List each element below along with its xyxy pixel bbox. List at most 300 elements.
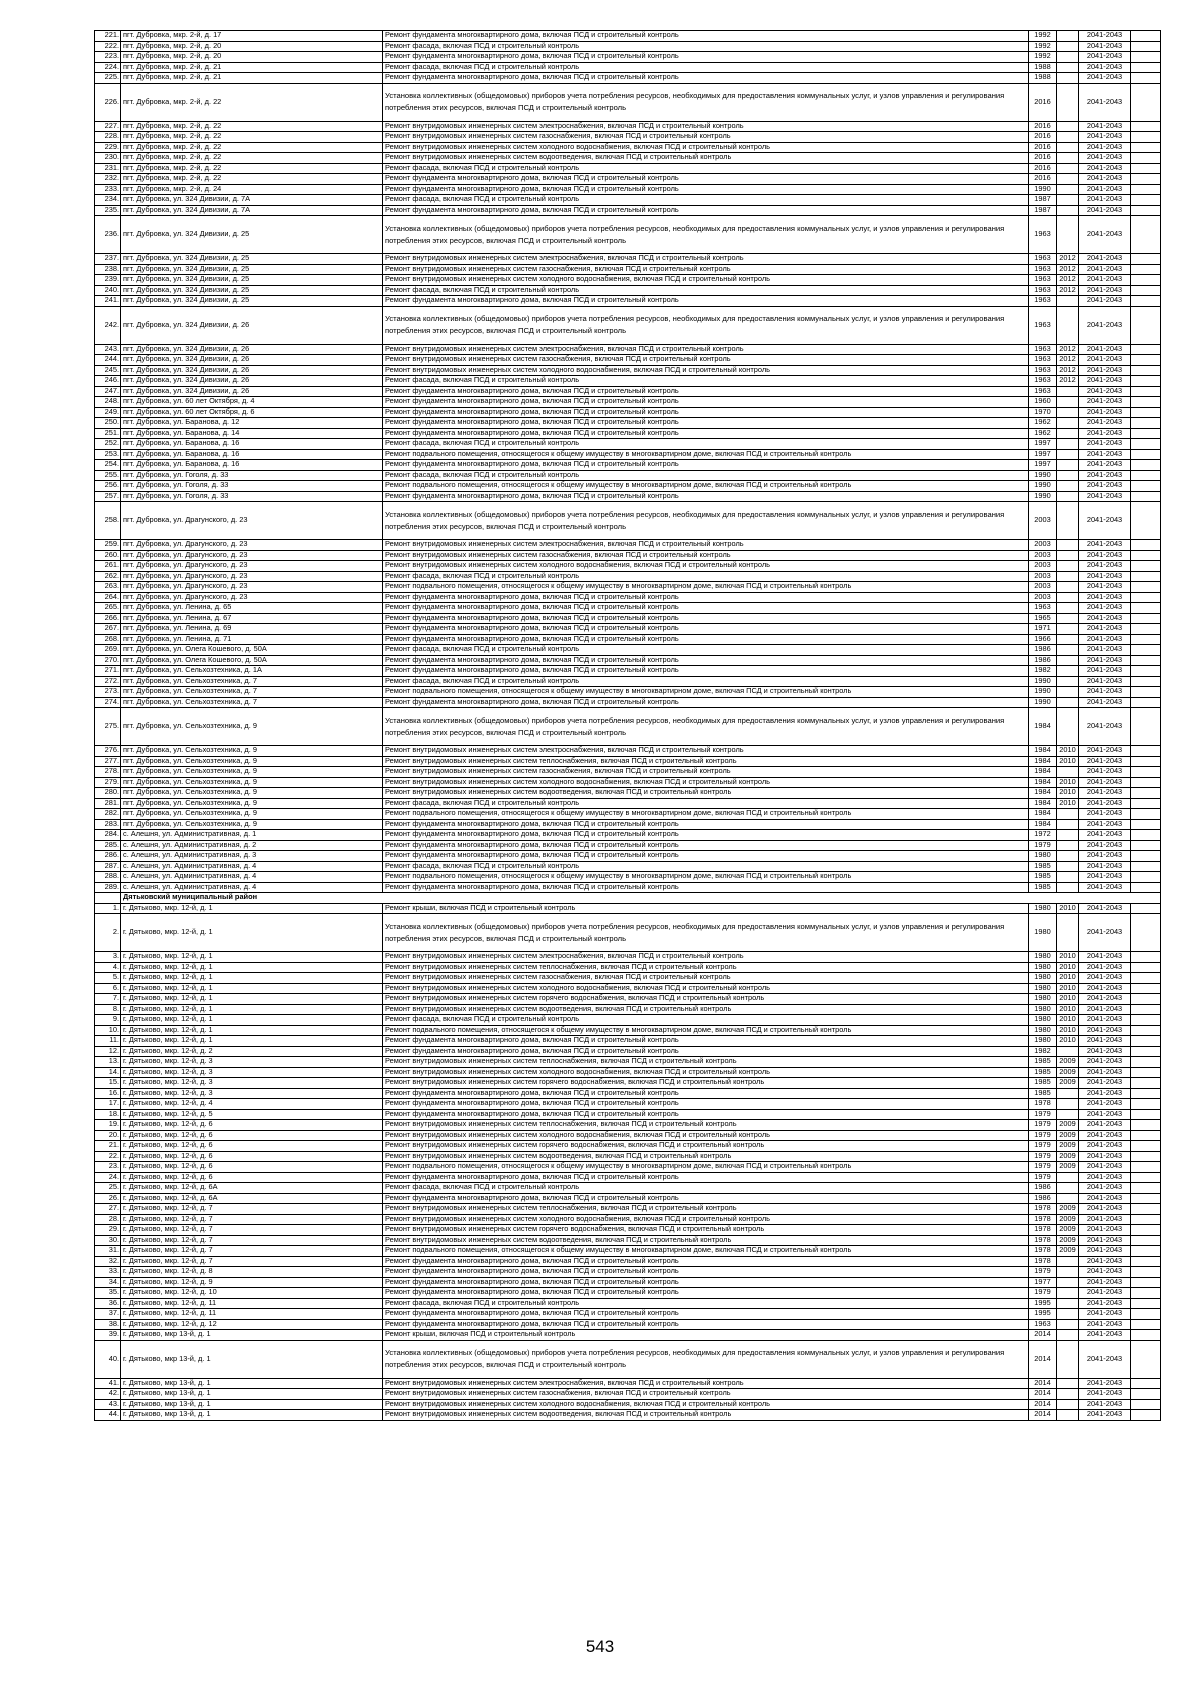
commission-year-cell: 1979 (1029, 1141, 1057, 1152)
period-cell: 2041-2043 (1079, 1309, 1131, 1320)
period-cell: 2041-2043 (1079, 767, 1131, 778)
row-number: 235. (95, 205, 121, 216)
address-cell: г. Дятьково, мкр. 12-й, д. 6 (121, 1130, 383, 1141)
last-repair-year-cell (1057, 1410, 1079, 1421)
address-cell: пгт. Дубровка, ул. 324 Дивизии, д. 26 (121, 386, 383, 397)
row-number: 272. (95, 676, 121, 687)
table-row (95, 264, 1161, 275)
table-row (95, 994, 1161, 1005)
row-number: 37. (95, 1309, 121, 1320)
commission-year-cell: 1995 (1029, 1309, 1057, 1320)
blank-cell (1131, 174, 1161, 185)
work-cell: Ремонт внутридомовых инженерных систем холодного водоснабжения, включая ПСД и строительный контроль (383, 365, 1029, 376)
table-row (95, 756, 1161, 767)
period-cell: 2041-2043 (1079, 365, 1131, 376)
commission-year-cell: 1980 (1029, 973, 1057, 984)
address-cell: г. Дятьково, мкр. 12-й, д. 3 (121, 1067, 383, 1078)
period-cell: 2041-2043 (1079, 1151, 1131, 1162)
commission-year-cell: 2003 (1029, 561, 1057, 572)
last-repair-year-cell (1057, 1389, 1079, 1400)
period-cell: 2041-2043 (1079, 1267, 1131, 1278)
last-repair-year-cell: 2010 (1057, 1036, 1079, 1047)
table-row (95, 142, 1161, 153)
work-cell: Ремонт внутридомовых инженерных систем горячего водоснабжения, включая ПСД и строительный контроль (383, 994, 1029, 1005)
work-cell: Ремонт внутридомовых инженерных систем холодного водоснабжения, включая ПСД и строительный контроль (383, 1130, 1029, 1141)
address-cell: пгт. Дубровка, ул. Драгунского, д. 23 (121, 592, 383, 603)
period-cell: 2041-2043 (1079, 1399, 1131, 1410)
work-cell: Ремонт фундамента многоквартирного дома, включая ПСД и строительный контроль (383, 1109, 1029, 1120)
work-cell: Ремонт фасада, включая ПСД и строительный контроль (383, 1015, 1029, 1026)
period-cell: 2041-2043 (1079, 798, 1131, 809)
address-cell: г. Дятьково, мкр. 12-й, д. 3 (121, 1088, 383, 1099)
row-number: 7. (95, 994, 121, 1005)
period-cell: 2041-2043 (1079, 449, 1131, 460)
period-cell: 2041-2043 (1079, 1246, 1131, 1257)
row-number: 18. (95, 1109, 121, 1120)
table-row (95, 914, 1161, 952)
period-cell: 2041-2043 (1079, 439, 1131, 450)
address-cell: пгт. Дубровка, ул. Драгунского, д. 23 (121, 540, 383, 551)
row-number: 13. (95, 1057, 121, 1068)
work-cell: Ремонт внутридомовых инженерных систем водоотведения, включая ПСД и строительный контроль (383, 1410, 1029, 1421)
work-cell: Ремонт фундамента многоквартирного дома, включая ПСД и строительный контроль (383, 819, 1029, 830)
row-number: 274. (95, 697, 121, 708)
row-number: 240. (95, 285, 121, 296)
address-cell: пгт. Дубровка, мкр. 2-й, д. 21 (121, 62, 383, 73)
work-cell: Ремонт фасада, включая ПСД и строительный контроль (383, 41, 1029, 52)
blank-cell (1131, 613, 1161, 624)
row-number: 42. (95, 1389, 121, 1400)
table-row (95, 41, 1161, 52)
blank-cell (1131, 1410, 1161, 1421)
work-cell: Установка коллективных (общедомовых) приборов учета потребления ресурсов, необходимых для предоставления коммунальных услуг, и узлов управления и регулирования потребления этих ресурсов, включая ПСД и строительный контроль (383, 216, 1029, 254)
work-cell: Ремонт внутридомовых инженерных систем горячего водоснабжения, включая ПСД и строительный контроль (383, 1225, 1029, 1236)
row-number: 225. (95, 73, 121, 84)
last-repair-year-cell (1057, 1183, 1079, 1194)
table-row (95, 819, 1161, 830)
blank-cell (1131, 1130, 1161, 1141)
commission-year-cell: 2016 (1029, 83, 1057, 121)
period-cell: 2041-2043 (1079, 788, 1131, 799)
section-row (95, 893, 1161, 904)
work-cell: Ремонт внутридомовых инженерных систем электроснабжения, включая ПСД и строительный контроль (383, 254, 1029, 265)
period-cell: 2041-2043 (1079, 344, 1131, 355)
blank-cell (1131, 460, 1161, 471)
address-cell: пгт. Дубровка, ул. Баранова, д. 12 (121, 418, 383, 429)
work-cell: Ремонт фундамента многоквартирного дома, включая ПСД и строительный контроль (383, 851, 1029, 862)
last-repair-year-cell: 2010 (1057, 973, 1079, 984)
work-cell: Ремонт внутридомовых инженерных систем газоснабжения, включая ПСД и строительный контроль (383, 973, 1029, 984)
table-row (95, 153, 1161, 164)
table-row (95, 1256, 1161, 1267)
last-repair-year-cell (1057, 216, 1079, 254)
commission-year-cell: 1978 (1029, 1214, 1057, 1225)
last-repair-year-cell (1057, 132, 1079, 143)
address-cell: пгт. Дубровка, ул. 60 лет Октября, д. 4 (121, 397, 383, 408)
period-cell: 2041-2043 (1079, 205, 1131, 216)
row-number: 266. (95, 613, 121, 624)
blank-cell (1131, 1319, 1161, 1330)
row-number: 268. (95, 634, 121, 645)
commission-year-cell: 1987 (1029, 195, 1057, 206)
work-cell: Ремонт внутридомовых инженерных систем электроснабжения, включая ПСД и строительный контроль (383, 344, 1029, 355)
work-cell: Ремонт фундамента многоквартирного дома, включая ПСД и строительный контроль (383, 624, 1029, 635)
table-row (95, 973, 1161, 984)
address-cell: пгт. Дубровка, ул. 324 Дивизии, д. 26 (121, 365, 383, 376)
last-repair-year-cell: 2012 (1057, 355, 1079, 366)
blank-cell (1131, 1214, 1161, 1225)
period-cell: 2041-2043 (1079, 1256, 1131, 1267)
row-number: 228. (95, 132, 121, 143)
blank-cell (1131, 603, 1161, 614)
table-row (95, 1389, 1161, 1400)
blank-cell (1131, 184, 1161, 195)
row-number: 14. (95, 1067, 121, 1078)
table-row (95, 285, 1161, 296)
work-cell: Ремонт фундамента многоквартирного дома, включая ПСД и строительный контроль (383, 592, 1029, 603)
commission-year-cell: 1984 (1029, 746, 1057, 757)
blank-cell (1131, 491, 1161, 502)
address-cell: г. Дятьково, мкр. 12-й, д. 11 (121, 1298, 383, 1309)
row-number: 10. (95, 1025, 121, 1036)
blank-cell (1131, 41, 1161, 52)
address-cell: г. Дятьково, мкр. 12-й, д. 10 (121, 1288, 383, 1299)
period-cell: 2041-2043 (1079, 1025, 1131, 1036)
work-cell: Ремонт крыши, включая ПСД и строительный контроль (383, 1330, 1029, 1341)
commission-year-cell: 2016 (1029, 142, 1057, 153)
address-cell: пгт. Дубровка, ул. Сельхозтехника, д. 9 (121, 708, 383, 746)
table-row (95, 1130, 1161, 1141)
blank-cell (1131, 1288, 1161, 1299)
table-row (95, 439, 1161, 450)
blank-cell (1131, 1225, 1161, 1236)
period-cell: 2041-2043 (1079, 1235, 1131, 1246)
address-cell: г. Дятьково, мкр. 12-й, д. 3 (121, 1078, 383, 1089)
work-cell: Ремонт внутридомовых инженерных систем газоснабжения, включая ПСД и строительный контроль (383, 132, 1029, 143)
address-cell: г. Дятьково, мкр. 12-й, д. 6 (121, 1162, 383, 1173)
commission-year-cell: 2014 (1029, 1389, 1057, 1400)
blank-cell (1131, 142, 1161, 153)
table-row (95, 1410, 1161, 1421)
address-cell: пгт. Дубровка, ул. Сельхозтехника, д. 9 (121, 767, 383, 778)
address-cell: пгт. Дубровка, ул. 324 Дивизии, д. 26 (121, 355, 383, 366)
period-cell: 2041-2043 (1079, 962, 1131, 973)
period-cell: 2041-2043 (1079, 163, 1131, 174)
address-cell: г. Дятьково, мкр. 12-й, д. 7 (121, 1204, 383, 1215)
table-row (95, 872, 1161, 883)
last-repair-year-cell (1057, 1267, 1079, 1278)
work-cell: Ремонт фундамента многоквартирного дома, включая ПСД и строительный контроль (383, 613, 1029, 624)
row-number: 252. (95, 439, 121, 450)
period-cell: 2041-2043 (1079, 582, 1131, 593)
row-number: 2. (95, 914, 121, 952)
last-repair-year-cell (1057, 1340, 1079, 1378)
period-cell: 2041-2043 (1079, 275, 1131, 286)
table-row (95, 449, 1161, 460)
commission-year-cell: 1985 (1029, 1057, 1057, 1068)
last-repair-year-cell (1057, 407, 1079, 418)
table-row (95, 52, 1161, 63)
work-cell: Ремонт подвального помещения, относящегося к общему имуществу в многоквартирном доме, включая ПСД и строительный контроль (383, 1246, 1029, 1257)
work-cell: Ремонт фасада, включая ПСД и строительный контроль (383, 1298, 1029, 1309)
commission-year-cell: 1992 (1029, 52, 1057, 63)
last-repair-year-cell (1057, 666, 1079, 677)
table-row (95, 481, 1161, 492)
table-row (95, 1309, 1161, 1320)
row-number: 258. (95, 502, 121, 540)
period-cell: 2041-2043 (1079, 882, 1131, 893)
blank-cell (1131, 355, 1161, 366)
table-row (95, 1162, 1161, 1173)
period-cell: 2041-2043 (1079, 1193, 1131, 1204)
last-repair-year-cell (1057, 121, 1079, 132)
row-number: 15. (95, 1078, 121, 1089)
table-row (95, 1298, 1161, 1309)
commission-year-cell: 1979 (1029, 1172, 1057, 1183)
address-cell: пгт. Дубровка, ул. Сельхозтехника, д. 9 (121, 809, 383, 820)
address-cell: г. Дятьково, мкр. 12-й, д. 2 (121, 1046, 383, 1057)
commission-year-cell: 2016 (1029, 121, 1057, 132)
work-cell: Ремонт внутридомовых инженерных систем газоснабжения, включая ПСД и строительный контроль (383, 355, 1029, 366)
row-number: 251. (95, 428, 121, 439)
last-repair-year-cell (1057, 840, 1079, 851)
address-cell: г. Дятьково, мкр. 12-й, д. 4 (121, 1099, 383, 1110)
blank-cell (1131, 254, 1161, 265)
period-cell: 2041-2043 (1079, 174, 1131, 185)
blank-cell (1131, 285, 1161, 296)
blank-cell (1131, 502, 1161, 540)
table-row (95, 1004, 1161, 1015)
address-cell: пгт. Дубровка, ул. Сельхозтехника, д. 9 (121, 746, 383, 757)
work-cell: Ремонт фундамента многоквартирного дома, включая ПСД и строительный контроль (383, 73, 1029, 84)
work-cell: Ремонт фасада, включая ПСД и строительный контроль (383, 163, 1029, 174)
address-cell: пгт. Дубровка, ул. 324 Дивизии, д. 7А (121, 195, 383, 206)
row-number: 221. (95, 31, 121, 42)
period-cell: 2041-2043 (1079, 306, 1131, 344)
work-cell: Ремонт подвального помещения, относящегося к общему имуществу в многоквартирном доме, включая ПСД и строительный контроль (383, 1025, 1029, 1036)
address-cell: пгт. Дубровка, ул. Баранова, д. 14 (121, 428, 383, 439)
address-cell: г. Дятьково, мкр. 12-й, д. 1 (121, 973, 383, 984)
work-cell: Ремонт внутридомовых инженерных систем холодного водоснабжения, включая ПСД и строительный контроль (383, 1214, 1029, 1225)
address-cell: г. Дятьково, мкр. 12-й, д. 7 (121, 1246, 383, 1257)
blank-cell (1131, 592, 1161, 603)
commission-year-cell: 2014 (1029, 1330, 1057, 1341)
commission-year-cell: 1971 (1029, 624, 1057, 635)
row-number: 39. (95, 1330, 121, 1341)
last-repair-year-cell (1057, 460, 1079, 471)
blank-cell (1131, 31, 1161, 42)
commission-year-cell: 1972 (1029, 830, 1057, 841)
last-repair-year-cell: 2012 (1057, 264, 1079, 275)
work-cell: Ремонт внутридомовых инженерных систем электроснабжения, включая ПСД и строительный контроль (383, 746, 1029, 757)
row-number: 263. (95, 582, 121, 593)
row-number: 34. (95, 1277, 121, 1288)
row-number: 246. (95, 376, 121, 387)
table-row (95, 121, 1161, 132)
address-cell: г. Дятьково, мкр 13-й, д. 1 (121, 1340, 383, 1378)
row-number: 40. (95, 1340, 121, 1378)
commission-year-cell: 1963 (1029, 285, 1057, 296)
period-cell: 2041-2043 (1079, 777, 1131, 788)
work-cell: Ремонт внутридомовых инженерных систем водоотведения, включая ПСД и строительный контроль (383, 1151, 1029, 1162)
period-cell: 2041-2043 (1079, 264, 1131, 275)
blank-cell (1131, 540, 1161, 551)
table-row (95, 592, 1161, 603)
table-row (95, 254, 1161, 265)
blank-cell (1131, 687, 1161, 698)
row-number: 16. (95, 1088, 121, 1099)
period-cell: 2041-2043 (1079, 1204, 1131, 1215)
work-cell: Ремонт фундамента многоквартирного дома, включая ПСД и строительный контроль (383, 1088, 1029, 1099)
address-cell: пгт. Дубровка, ул. Сельхозтехника, д. 9 (121, 756, 383, 767)
period-cell: 2041-2043 (1079, 851, 1131, 862)
commission-year-cell: 1979 (1029, 1288, 1057, 1299)
row-number: 264. (95, 592, 121, 603)
commission-year-cell: 1979 (1029, 840, 1057, 851)
address-cell: г. Дятьково, мкр. 12-й, д. 1 (121, 1004, 383, 1015)
work-cell: Ремонт подвального помещения, относящегося к общему имуществу в многоквартирном доме, включая ПСД и строительный контроль (383, 687, 1029, 698)
table-row (95, 561, 1161, 572)
commission-year-cell: 1977 (1029, 1277, 1057, 1288)
period-cell: 2041-2043 (1079, 62, 1131, 73)
row-number: 285. (95, 840, 121, 851)
blank-cell (1131, 676, 1161, 687)
blank-cell (1131, 52, 1161, 63)
work-cell: Ремонт фундамента многоквартирного дома, включая ПСД и строительный контроль (383, 697, 1029, 708)
row-number: 282. (95, 809, 121, 820)
table-row (95, 1225, 1161, 1236)
last-repair-year-cell: 2010 (1057, 777, 1079, 788)
work-cell: Ремонт фасада, включая ПСД и строительный контроль (383, 645, 1029, 656)
blank-cell (1131, 983, 1161, 994)
commission-year-cell: 1986 (1029, 645, 1057, 656)
commission-year-cell: 1963 (1029, 216, 1057, 254)
table-row (95, 502, 1161, 540)
table-row (95, 1340, 1161, 1378)
commission-year-cell: 1985 (1029, 882, 1057, 893)
row-number: 243. (95, 344, 121, 355)
last-repair-year-cell (1057, 767, 1079, 778)
blank-cell (1131, 861, 1161, 872)
row-number: 237. (95, 254, 121, 265)
table-row (95, 983, 1161, 994)
commission-year-cell: 1978 (1029, 1235, 1057, 1246)
table-row (95, 1078, 1161, 1089)
period-cell: 2041-2043 (1079, 1120, 1131, 1131)
period-cell: 2041-2043 (1079, 952, 1131, 963)
work-cell: Ремонт подвального помещения, относящегося к общему имуществу в многоквартирном доме, включая ПСД и строительный контроль (383, 1162, 1029, 1173)
commission-year-cell: 1988 (1029, 62, 1057, 73)
work-cell: Ремонт внутридомовых инженерных систем холодного водоснабжения, включая ПСД и строительный контроль (383, 777, 1029, 788)
row-number: 28. (95, 1214, 121, 1225)
row-number: 241. (95, 296, 121, 307)
period-cell: 2041-2043 (1079, 861, 1131, 872)
commission-year-cell: 1963 (1029, 254, 1057, 265)
period-cell: 2041-2043 (1079, 1298, 1131, 1309)
commission-year-cell: 1980 (1029, 851, 1057, 862)
row-number: 250. (95, 418, 121, 429)
period-cell: 2041-2043 (1079, 983, 1131, 994)
row-number: 26. (95, 1193, 121, 1204)
work-cell: Ремонт фундамента многоквартирного дома, включая ПСД и строительный контроль (383, 882, 1029, 893)
last-repair-year-cell (1057, 449, 1079, 460)
address-cell: пгт. Дубровка, мкр. 2-й, д. 22 (121, 132, 383, 143)
last-repair-year-cell: 2010 (1057, 1015, 1079, 1026)
period-cell: 2041-2043 (1079, 52, 1131, 63)
last-repair-year-cell (1057, 613, 1079, 624)
work-cell: Ремонт фасада, включая ПСД и строительный контроль (383, 571, 1029, 582)
commission-year-cell: 1980 (1029, 962, 1057, 973)
last-repair-year-cell (1057, 1298, 1079, 1309)
last-repair-year-cell (1057, 296, 1079, 307)
period-cell: 2041-2043 (1079, 73, 1131, 84)
table-row (95, 428, 1161, 439)
work-cell: Установка коллективных (общедомовых) приборов учета потребления ресурсов, необходимых для предоставления коммунальных услуг, и узлов управления и регулирования потребления этих ресурсов, включая ПСД и строительный контроль (383, 83, 1029, 121)
table-row (95, 1399, 1161, 1410)
period-cell: 2041-2043 (1079, 561, 1131, 572)
blank-cell (1131, 365, 1161, 376)
blank-cell (1131, 708, 1161, 746)
commission-year-cell: 1987 (1029, 205, 1057, 216)
section-title: Дятьковский муниципальный район (121, 893, 1161, 904)
last-repair-year-cell: 2010 (1057, 983, 1079, 994)
period-cell: 2041-2043 (1079, 1319, 1131, 1330)
row-number: 233. (95, 184, 121, 195)
table-row (95, 1235, 1161, 1246)
row-number: 256. (95, 481, 121, 492)
address-cell: пгт. Дубровка, мкр. 2-й, д. 22 (121, 142, 383, 153)
table-row (95, 1141, 1161, 1152)
period-cell: 2041-2043 (1079, 708, 1131, 746)
row-number: 17. (95, 1099, 121, 1110)
commission-year-cell: 1980 (1029, 1036, 1057, 1047)
work-cell: Ремонт внутридомовых инженерных систем горячего водоснабжения, включая ПСД и строительный контроль (383, 1078, 1029, 1089)
blank-cell (1131, 132, 1161, 143)
commission-year-cell: 1980 (1029, 1025, 1057, 1036)
table-row (95, 903, 1161, 914)
row-number: 255. (95, 470, 121, 481)
work-cell: Ремонт подвального помещения, относящегося к общему имуществу в многоквартирном доме, включая ПСД и строительный контроль (383, 449, 1029, 460)
table-row (95, 306, 1161, 344)
period-cell: 2041-2043 (1079, 1288, 1131, 1299)
table-row (95, 296, 1161, 307)
period-cell: 2041-2043 (1079, 470, 1131, 481)
commission-year-cell: 1990 (1029, 184, 1057, 195)
address-cell: г. Дятьково, мкр. 12-й, д. 1 (121, 962, 383, 973)
commission-year-cell: 1990 (1029, 470, 1057, 481)
commission-year-cell: 2003 (1029, 540, 1057, 551)
blank-cell (1131, 1183, 1161, 1194)
period-cell: 2041-2043 (1079, 1162, 1131, 1173)
last-repair-year-cell: 2009 (1057, 1078, 1079, 1089)
address-cell: г. Дятьково, мкр 13-й, д. 1 (121, 1410, 383, 1421)
blank-cell (1131, 296, 1161, 307)
period-cell: 2041-2043 (1079, 809, 1131, 820)
table-row (95, 1067, 1161, 1078)
work-cell: Ремонт фундамента многоквартирного дома, включая ПСД и строительный контроль (383, 52, 1029, 63)
row-number: 244. (95, 355, 121, 366)
address-cell: пгт. Дубровка, ул. 324 Дивизии, д. 7А (121, 205, 383, 216)
address-cell: пгт. Дубровка, мкр. 2-й, д. 22 (121, 83, 383, 121)
last-repair-year-cell (1057, 62, 1079, 73)
period-cell: 2041-2043 (1079, 1410, 1131, 1421)
last-repair-year-cell: 2009 (1057, 1151, 1079, 1162)
last-repair-year-cell (1057, 1288, 1079, 1299)
table-row (95, 184, 1161, 195)
table-row (95, 1015, 1161, 1026)
commission-year-cell: 1960 (1029, 397, 1057, 408)
last-repair-year-cell (1057, 163, 1079, 174)
